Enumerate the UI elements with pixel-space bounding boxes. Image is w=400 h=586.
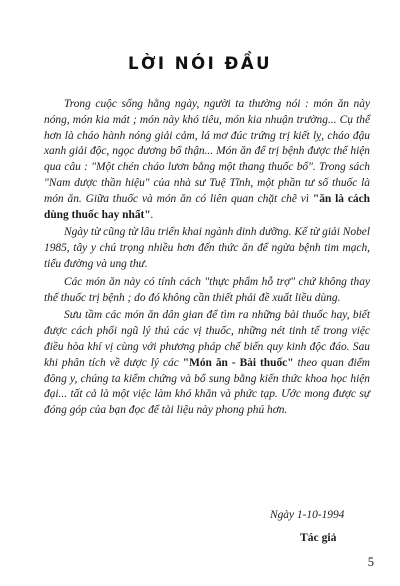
paragraph-4: [44, 308, 370, 419]
preface-body: [44, 97, 370, 421]
paragraph-2-text: Ngày từ cũng từ lâu triển khai ngành dinh dưỡng. Kế từ giải Nobel 1985, tây y chú trọng nhiều hơn đến thức ăn để ngừa bệnh tim mạch, tiểu đường và ung thư.: [44, 226, 370, 270]
paragraph-4-text: Sưu tầm các món ăn dân gian để tìm ra những bài thuốc hay, biết được cách phối ngũ lý thú các vị thuốc, những nét tinh tế trong việc điều hòa khí vị cùng với phương pháp chế biến quy kinh độc đáo. Sau khi phân tích về dược lý các: [44, 309, 370, 369]
page-number: 5: [367, 555, 374, 569]
page-title: LỜI NÓI ĐẦU: [127, 54, 273, 73]
emphasis-quote-2: "Món ăn - Bài thuốc": [182, 356, 294, 369]
signature-date: Ngày 1-10-1994: [270, 509, 345, 521]
paragraph-1-end: .: [150, 208, 154, 221]
paragraph-4-end: theo quan điểm đông y, chúng ta kiểm chứng và bổ sung bằng kiến thức khoa học hiện đại... tất cả là một việc làm khó khăn và phức tạp. Ước mong được sự đóng góp của bạn đọc để tài liệu này phong phú hơn.: [44, 356, 370, 417]
paragraph-1: [44, 97, 370, 223]
signature-author: Tác giả: [300, 531, 337, 544]
paragraph-3: [44, 275, 370, 307]
paragraph-2: [44, 225, 370, 272]
paragraph-3-text: Các món ăn này có tính cách "thực phẩm hỗ trợ" chứ không thay thế thuốc trị bệnh ; do đó không cần thiết phải đề xuất liều dùng.: [44, 275, 370, 304]
paragraph-1-text: Trong cuộc sống hằng ngày, người ta thường nói : món ăn này nóng, món kia mát ; món này khó tiêu, món kia nhuận trường... Cụ thể hơn là cháo hành nóng giải cảm, lá mơ đúc trứng trị kiết lỵ, cháo đậu xanh giải độc, ngọc dương bổ thận... Món ăn để trị bệnh được thể hiện qua câu : "Một chén cháo lươn bằng một thang thuốc bổ". Trong sách "Nam dược thần hiệu" của nhà sư Tuệ Tĩnh, một phần tư số thuốc là món ăn. Giữa thuốc và món ăn có liên quan chặt chẽ vì: [44, 98, 370, 205]
emphasis-quote-1: "ăn là cách dùng thuốc hay nhất": [44, 192, 370, 221]
